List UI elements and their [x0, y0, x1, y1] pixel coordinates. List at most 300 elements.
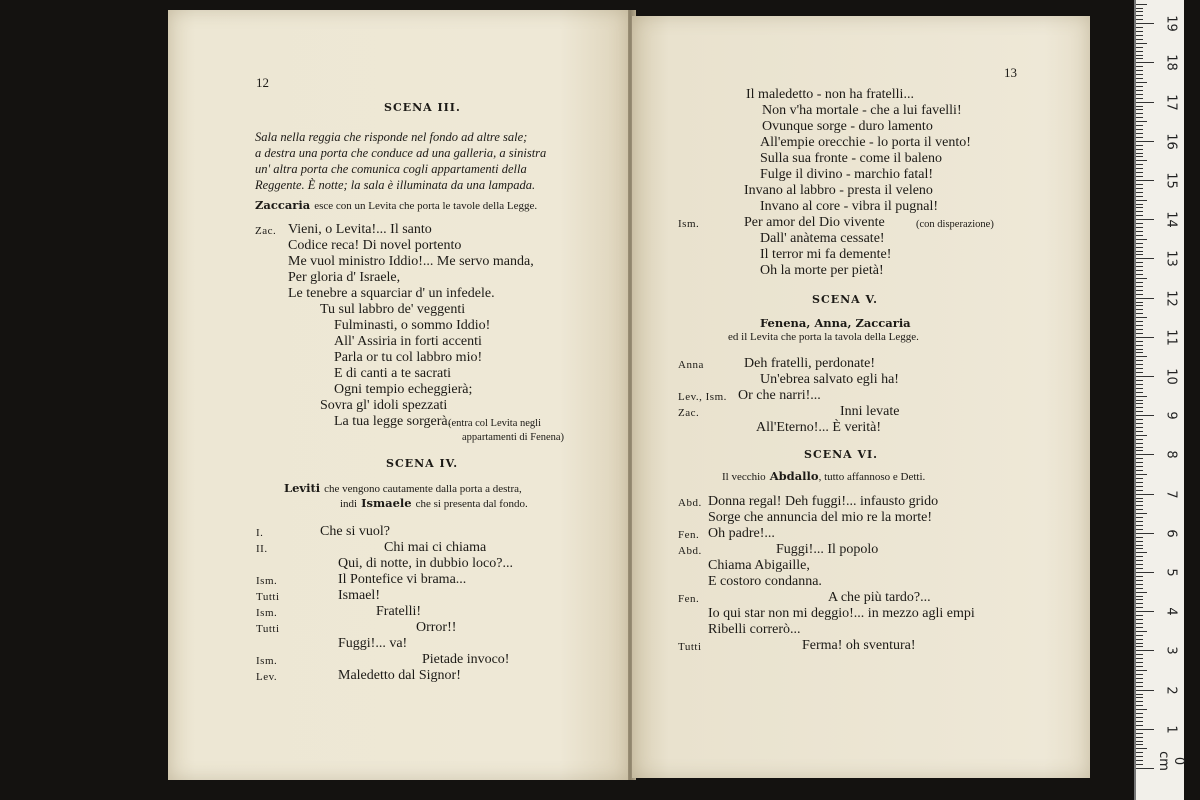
ruler-tick [1136, 258, 1154, 259]
ruler-tick [1136, 270, 1143, 271]
ruler-tick [1136, 552, 1147, 553]
ruler-tick [1136, 556, 1143, 557]
verse-line: Invano al core - vibra il pugnal! [760, 199, 939, 214]
ruler-label: 4 [1163, 607, 1179, 616]
ruler-tick [1136, 690, 1154, 691]
speaker-label: Lev. [256, 671, 278, 683]
verse-line: La tua legge sorgerà. [334, 414, 452, 429]
ruler-tick [1136, 4, 1147, 5]
ruler-tick [1136, 176, 1143, 177]
ruler-tick [1136, 274, 1143, 275]
ruler-tick [1136, 145, 1143, 146]
verse-line: Per gloria d' Israele, [288, 270, 401, 285]
ruler-tick [1136, 454, 1154, 455]
ruler-tick [1136, 298, 1154, 299]
ruler-label: 18 [1163, 54, 1179, 72]
ruler-tick [1136, 447, 1143, 448]
ruler-tick [1136, 47, 1143, 48]
verse-line: Fulge il divino - marchio fatal! [760, 167, 934, 182]
scene-3-stage-line: Sala nella reggia che risponde nel fondo ad altre sale; [255, 130, 528, 144]
ruler-tick [1136, 498, 1143, 499]
ruler-tick [1136, 55, 1143, 56]
ruler-tick [1136, 168, 1143, 169]
ruler-tick [1136, 662, 1143, 663]
ruler-tick [1136, 184, 1143, 185]
ruler-tick [1136, 19, 1143, 20]
ruler-tick [1136, 129, 1143, 130]
speaker-label: Tutti [678, 641, 702, 653]
verse-line: Fuggi!... Il popolo [776, 542, 879, 557]
ruler-tick [1136, 744, 1143, 745]
ruler-tick [1136, 501, 1143, 502]
ruler-tick [1136, 329, 1143, 330]
ruler-tick [1136, 525, 1143, 526]
ruler-tick [1136, 486, 1143, 487]
verse-line: Donna regal! Deh fuggi!... infausto grido [708, 494, 939, 509]
ruler-tick [1136, 94, 1143, 95]
ruler-tick [1136, 462, 1143, 463]
ruler-tick [1136, 141, 1154, 142]
ruler-tick [1136, 725, 1143, 726]
speaker-label: I. [256, 527, 264, 539]
ruler-tick [1136, 317, 1147, 318]
ruler-tick [1136, 513, 1147, 514]
ruler-tick [1136, 592, 1147, 593]
ruler-tick [1136, 607, 1143, 608]
ruler-label: 9 [1163, 411, 1179, 420]
ruler-tick [1136, 251, 1143, 252]
verse-line: Dall' anàtema cessate! [760, 231, 885, 246]
ruler-tick [1136, 282, 1143, 283]
ruler-tick [1136, 360, 1143, 361]
ruler-tick [1136, 533, 1154, 534]
ruler-tick [1136, 737, 1143, 738]
ruler-tick [1136, 654, 1143, 655]
ruler-tick [1136, 352, 1143, 353]
ruler-tick [1136, 137, 1143, 138]
ruler-tick [1136, 247, 1143, 248]
ruler-tick [1136, 733, 1143, 734]
verse-line: Oh la morte per pietà! [760, 263, 884, 278]
ruler-tick [1136, 697, 1143, 698]
ruler-tick [1136, 400, 1143, 401]
speaker-label: II. [256, 543, 268, 555]
ruler-tick [1136, 98, 1143, 99]
verse-line: Ovunque sorge - duro lamento [762, 119, 933, 134]
ruler-tick [1136, 639, 1143, 640]
ruler-tick [1136, 658, 1143, 659]
ruler-label: 14 [1163, 211, 1179, 228]
ruler-tick [1136, 490, 1143, 491]
character-name-leviti: Leviti [284, 481, 321, 495]
verse-line: Le tenebre a squarciar d' un infedele. [288, 286, 495, 301]
ruler-tick [1136, 180, 1154, 181]
ruler-tick [1136, 415, 1154, 416]
verse-line: Che si vuol? [320, 524, 390, 539]
verse-line: Deh fratelli, perdonate! [744, 356, 875, 371]
ruler-tick [1136, 125, 1143, 126]
verse-line: Parla or tu col labbro mio! [334, 350, 483, 365]
ruler-tick [1136, 478, 1143, 479]
ruler-tick [1136, 294, 1143, 295]
verse-line: Maledetto dal Signor! [338, 668, 461, 683]
verse-line: Pietade invoco! [422, 652, 510, 667]
verse-line: Un'ebrea salvato egli ha! [760, 372, 899, 387]
verse-line: Invano al labbro - presta il veleno [744, 183, 933, 198]
ruler-tick [1136, 215, 1143, 216]
ruler-tick [1136, 694, 1143, 695]
ruler-tick [1136, 427, 1143, 428]
verse-line: A che più tardo?... [828, 590, 931, 605]
verse-line: Il Pontefice vi brama... [338, 572, 467, 587]
ruler-tick [1136, 666, 1143, 667]
ruler-tick [1136, 545, 1143, 546]
ruler-tick [1136, 109, 1143, 110]
scene-3-heading: SCENA III. [384, 101, 461, 114]
left-page [168, 10, 628, 780]
scene-3-entry [255, 197, 537, 213]
ruler-tick [1136, 211, 1143, 212]
ruler-tick [1136, 431, 1143, 432]
ruler-tick [1136, 599, 1143, 600]
ruler-tick [1136, 764, 1143, 765]
ruler-tick [1136, 635, 1143, 636]
character-names-scene-5: Fenena, Anna, Zaccaria [760, 316, 911, 330]
ruler-tick [1136, 686, 1143, 687]
ruler-tick [1136, 411, 1143, 412]
scene-4-entry-text: che vengono cautamente dalla porta a destra, [324, 483, 522, 495]
ruler-tick [1136, 243, 1143, 244]
ruler-tick [1136, 172, 1143, 173]
ruler-tick [1136, 560, 1143, 561]
verse-line: Il maledetto - non ha fratelli... [746, 87, 914, 102]
ruler-tick [1136, 121, 1147, 122]
ruler-tick [1136, 262, 1143, 263]
ruler-tick [1136, 643, 1143, 644]
ruler-tick [1136, 160, 1147, 161]
stage-direction: (entra col Levita negli [448, 418, 541, 429]
ruler-tick [1136, 35, 1143, 36]
ruler-tick [1136, 325, 1143, 326]
ruler-tick [1136, 204, 1143, 205]
ruler-tick [1136, 435, 1147, 436]
verse-line: Me vuol ministro Iddio!... Me servo manda, [288, 254, 534, 269]
verse-line: Il terror mi fa demente! [760, 247, 892, 262]
verse-line: Oh padre!... [708, 526, 775, 541]
ruler-tick [1136, 709, 1147, 710]
ruler-tick [1136, 423, 1143, 424]
ruler-tick [1136, 705, 1143, 706]
ruler-tick [1136, 309, 1143, 310]
verse-line: Ogni tempio echeggierà; [334, 382, 473, 397]
ruler-label: 7 [1163, 489, 1179, 499]
ruler-tick [1136, 341, 1143, 342]
ruler-tick [1136, 102, 1154, 103]
scene-6-entry-text: Il vecchio [722, 471, 766, 483]
ruler-tick [1136, 254, 1143, 255]
ruler-tick [1136, 388, 1143, 389]
scene-6-entry [722, 468, 925, 484]
scene-4-entry-text: che si presenta dal fondo. [415, 498, 528, 510]
ruler-tick [1136, 443, 1143, 444]
ruler-tick [1136, 596, 1143, 597]
verse-line: All'empie orecchie - lo porta il vento! [760, 135, 971, 150]
ruler-label: 13 [1163, 250, 1179, 268]
ruler-tick [1136, 380, 1143, 381]
ruler-tick [1136, 43, 1147, 44]
ruler-label: 11 [1163, 329, 1179, 346]
speaker-label: Lev., Ism. [678, 391, 727, 403]
ruler-label: 19 [1163, 15, 1179, 32]
ruler-tick [1136, 474, 1147, 475]
page-number-right: 13 [1004, 65, 1017, 80]
ruler-tick [1136, 670, 1147, 671]
verse-line: All' Assiria in forti accenti [334, 334, 482, 349]
scene-5-heading: SCENA V. [812, 293, 878, 306]
ruler-tick [1136, 188, 1143, 189]
ruler-tick [1136, 529, 1143, 530]
speaker-label: Abd. [678, 545, 702, 557]
ruler-tick [1136, 623, 1143, 624]
ruler-tick [1136, 86, 1143, 87]
ruler-tick [1136, 349, 1143, 350]
ruler-tick [1136, 450, 1143, 451]
speaker-label: Ism. [256, 607, 278, 619]
ruler-tick [1136, 721, 1143, 722]
ruler-tick [1136, 505, 1143, 506]
verse-line: Sovra gl' idoli spezzati [320, 398, 448, 413]
ruler-tick [1136, 384, 1143, 385]
ruler-tick [1136, 333, 1143, 334]
scene-4-entry [340, 495, 528, 511]
verse-line: Sulla sua fronte - come il baleno [760, 151, 942, 166]
ruler-tick [1136, 752, 1143, 753]
stage-direction: appartamenti di Fenena) [462, 432, 565, 443]
ruler-tick [1136, 15, 1143, 16]
speaker-label: Ism. [256, 575, 278, 587]
ruler-label: 17 [1163, 93, 1179, 111]
ruler-label: 3 [1163, 646, 1179, 656]
ruler-tick [1136, 149, 1143, 150]
ruler-tick [1136, 768, 1154, 769]
verse-line: Non v'ha mortale - che a lui favelli! [762, 103, 962, 118]
verse-line: Inni levate [840, 404, 900, 419]
verse-line: Ferma! oh sventura! [802, 638, 916, 653]
ruler-tick [1136, 196, 1143, 197]
ruler-tick [1136, 337, 1154, 338]
ruler-tick [1136, 564, 1143, 565]
ruler-tick [1136, 227, 1143, 228]
ruler-tick [1136, 439, 1143, 440]
ruler-tick [1136, 741, 1143, 742]
ruler-tick [1136, 584, 1143, 585]
ruler-label: 15 [1163, 172, 1179, 189]
verse-line: Orror!! [416, 620, 457, 635]
ruler-tick [1136, 482, 1143, 483]
character-name-zaccaria: Zaccaria [255, 198, 311, 212]
verse-line: Sorge che annuncia del mio re la morte! [708, 510, 933, 525]
ruler-tick [1136, 62, 1154, 63]
ruler-tick [1136, 588, 1143, 589]
ruler-tick [1136, 90, 1143, 91]
stage-direction: (con disperazione) [916, 219, 994, 230]
ruler-tick [1136, 58, 1143, 59]
ruler-tick [1136, 682, 1143, 683]
ruler-tick [1136, 302, 1143, 303]
ruler-tick [1136, 548, 1143, 549]
speaker-label: Ism. [256, 655, 278, 667]
verse-line: Qui, di notte, in dubbio loco?... [338, 556, 513, 571]
ruler-tick [1136, 717, 1143, 718]
ruler-tick [1136, 494, 1154, 495]
ruler-tick [1136, 701, 1143, 702]
verse-line: Chi mai ci chiama [384, 540, 487, 555]
scene-4-heading: SCENA IV. [386, 457, 459, 470]
ruler-tick [1136, 51, 1143, 52]
ruler-tick [1136, 521, 1143, 522]
verse-line: Chiama Abigaille, [708, 558, 810, 573]
ruler-tick [1136, 611, 1154, 612]
scene-3-stage-line: un' altra porta che comunica cogli appartamenti della [255, 162, 527, 176]
ruler-tick [1136, 541, 1143, 542]
scene-3-stage-line: a destra una porta che conduce ad una galleria, a sinistra [255, 146, 547, 160]
verse-line: Per amor del Dio vivente [744, 215, 885, 230]
ruler-tick [1136, 321, 1143, 322]
ruler-tick [1136, 290, 1143, 291]
ruler-tick [1136, 164, 1143, 165]
ruler-tick [1136, 619, 1143, 620]
ruler-tick [1136, 748, 1147, 749]
ruler-tick [1136, 113, 1143, 114]
ruler-tick [1136, 356, 1147, 357]
verse-line: Fratelli! [376, 604, 422, 619]
character-name-abdallo: Abdallo [769, 469, 819, 483]
speaker-label: Tutti [256, 591, 280, 603]
speaker-label: Fen. [678, 529, 700, 541]
ruler-tick [1136, 646, 1143, 647]
ruler-tick [1136, 66, 1143, 67]
ruler-tick [1136, 674, 1143, 675]
ruler-tick [1136, 650, 1154, 651]
verse-line: Fulminasti, o sommo Iddio! [334, 318, 491, 333]
ruler-tick [1136, 537, 1143, 538]
ruler-tick [1136, 106, 1143, 107]
ruler-tick [1136, 219, 1154, 220]
verse-line: Or che narri!... [738, 388, 821, 403]
verse-line: Codice reca! Di novel portento [288, 238, 462, 253]
ruler-tick [1136, 603, 1143, 604]
verse-line: E costoro condanna. [708, 574, 822, 589]
ruler-label: 10 [1163, 368, 1179, 385]
ruler-label: 6 [1163, 529, 1179, 538]
ruler-tick [1136, 568, 1143, 569]
ruler-tick [1136, 200, 1147, 201]
scene-4-entry [284, 480, 522, 496]
ruler-tick [1136, 576, 1143, 577]
ruler-tick [1136, 313, 1143, 314]
speaker-label: Tutti [256, 623, 280, 635]
ruler-label: 2 [1163, 685, 1179, 695]
ruler-tick [1136, 266, 1143, 267]
ruler-tick [1136, 458, 1143, 459]
ruler-tick [1136, 11, 1143, 12]
character-name-ismaele: Ismaele [361, 496, 412, 510]
right-page [632, 16, 1090, 778]
ruler-tick [1136, 407, 1143, 408]
ruler-tick [1136, 305, 1143, 306]
verse-line: Ismael! [338, 588, 380, 603]
ruler-tick [1136, 466, 1143, 467]
speaker-label: Fen. [678, 593, 700, 605]
ruler-tick [1136, 192, 1143, 193]
ruler-tick [1136, 133, 1143, 134]
ruler-label: 5 [1163, 568, 1179, 577]
scene-5-entry-text: ed il Levita che porta la tavola della Legge. [728, 331, 919, 343]
ruler-tick [1136, 235, 1143, 236]
ruler-tick [1136, 239, 1147, 240]
ruler-tick [1136, 78, 1143, 79]
measurement-ruler [1134, 0, 1184, 800]
ruler-tick [1136, 509, 1143, 510]
speaker-label: Abd. [678, 497, 702, 509]
ruler-tick [1136, 756, 1143, 757]
ruler-tick [1136, 31, 1143, 32]
ruler-tick [1136, 368, 1143, 369]
ruler-tick [1136, 207, 1143, 208]
ruler-tick [1136, 631, 1147, 632]
ruler-tick [1136, 572, 1154, 573]
ruler-tick [1136, 517, 1143, 518]
ruler-tick [1136, 70, 1143, 71]
ruler-tick [1136, 760, 1143, 761]
verse-line: Vieni, o Levita!... Il santo [288, 222, 432, 237]
verse-line: Io qui star non mi deggio!... in mezzo agli empi [708, 606, 975, 621]
ruler-tick [1136, 615, 1143, 616]
ruler-tick [1136, 403, 1143, 404]
ruler-tick [1136, 376, 1154, 377]
verse-line: Fuggi!... va! [338, 636, 408, 651]
ruler-tick [1136, 27, 1143, 28]
ruler-label: 12 [1163, 289, 1179, 307]
ruler-label: 1 [1163, 725, 1179, 734]
scene-3-stage-line: Reggente. È notte; la sala è illuminata da una lampada. [255, 178, 536, 192]
ruler-tick [1136, 23, 1154, 24]
ruler-tick [1136, 156, 1143, 157]
ruler-tick [1136, 372, 1143, 373]
ruler-tick [1136, 8, 1143, 9]
speaker-label: Zac. [678, 407, 700, 419]
ruler-tick [1136, 74, 1143, 75]
scene-3-entry-text: esce con un Levita che porta le tavole della Legge. [314, 200, 538, 212]
ruler-label: 8 [1163, 450, 1179, 460]
ruler-tick [1136, 470, 1143, 471]
ruler-tick [1136, 627, 1143, 628]
verse-line: Tu sul labbro de' veggenti [320, 302, 466, 317]
ruler-tick [1136, 82, 1147, 83]
ruler-tick [1136, 392, 1143, 393]
verse-line: Ribelli correrò... [708, 622, 801, 637]
ruler-tick [1136, 39, 1143, 40]
ruler-tick [1136, 345, 1143, 346]
ruler-tick [1136, 713, 1143, 714]
scene-6-entry-text: , tutto affannoso e Detti. [818, 471, 926, 483]
ruler-tick [1136, 364, 1143, 365]
ruler-tick [1136, 678, 1143, 679]
speaker-label: Zac. [255, 225, 277, 237]
ruler-tick [1136, 278, 1147, 279]
ruler-tick [1136, 286, 1143, 287]
ruler-label: 16 [1163, 133, 1179, 150]
